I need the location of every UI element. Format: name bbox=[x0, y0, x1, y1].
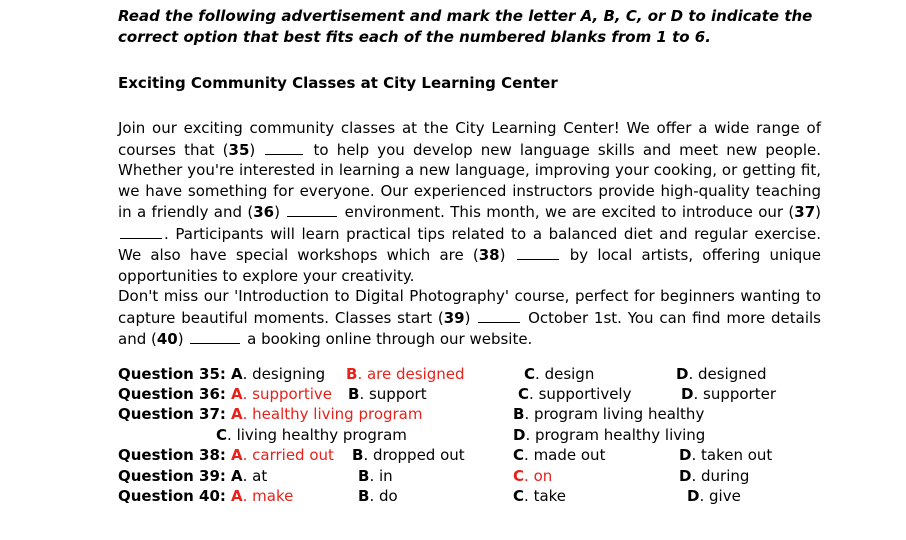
q38-option-b[interactable]: B. dropped out bbox=[352, 446, 465, 464]
q40-option-d[interactable]: D. give bbox=[687, 487, 741, 505]
q35-option-c[interactable]: C. design bbox=[524, 365, 595, 383]
blank-number-40: 40 bbox=[156, 330, 178, 348]
q36-option-d[interactable]: D. supporter bbox=[681, 385, 776, 403]
q39-option-b[interactable]: B. in bbox=[358, 467, 393, 485]
blank-35 bbox=[265, 139, 303, 155]
q39-option-d[interactable]: D. during bbox=[679, 467, 750, 485]
question-38-label: Question 38: bbox=[118, 446, 226, 464]
passage bbox=[118, 118, 821, 350]
blank-number-39: 39 bbox=[443, 308, 465, 327]
blank-number-38: 38 bbox=[478, 246, 500, 264]
q40-option-a-answer[interactable]: A. make bbox=[231, 487, 294, 505]
q38-option-d[interactable]: D. taken out bbox=[679, 446, 773, 464]
blank-39 bbox=[478, 307, 520, 323]
question-40-label: Question 40: bbox=[118, 487, 226, 505]
q36-option-a-answer[interactable]: A. supportive bbox=[231, 385, 333, 403]
q37-option-b[interactable]: B. program living healthy bbox=[513, 405, 705, 423]
blank-number-36: 36 bbox=[253, 203, 275, 221]
passage-paragraph-1: Join our exciting community classes at the City Learning Center! We offer a wide range of courses that (35) to help you develop new language skills and meet new people. Whether you're interested in learning a new language, improving your cooking, or getting fit, we have something for everyone. Our experienced instructors provide high-quality teaching in a friendly and (36) environment. This month, we are excited to introduce our (37) . Participants will learn practical tips related to a balanced diet and regular exercise. We also have special workshops which are (38) by local artists, offering unique opportunities to explore your creativity. bbox=[118, 119, 822, 285]
question-39-label: Question 39: bbox=[118, 467, 226, 485]
q40-option-c[interactable]: C. take bbox=[513, 487, 567, 505]
blank-36 bbox=[287, 201, 337, 217]
q35-option-a[interactable]: A. designing bbox=[231, 365, 326, 383]
blank-number-35: 35 bbox=[228, 140, 250, 159]
q39-option-a[interactable]: A. at bbox=[231, 467, 268, 485]
q37-option-d[interactable]: D. program healthy living bbox=[513, 426, 706, 444]
question-36-label: Question 36: bbox=[118, 385, 226, 403]
q35-option-b-answer[interactable]: B. are designed bbox=[346, 365, 465, 383]
passage-paragraph-2: Don't miss our 'Introduction to Digital Photography' course, perfect for beginners wanting to capture beautiful moments. Classes start (39) October 1st. You can find more details and (40) a booking online through our website. bbox=[118, 287, 821, 348]
advertisement-title: Exciting Community Classes at City Learning Center bbox=[118, 74, 558, 92]
q40-option-b[interactable]: B. do bbox=[358, 487, 398, 505]
q37-option-c[interactable]: C. living healthy program bbox=[216, 426, 407, 444]
q37-option-a-answer[interactable]: A. healthy living program bbox=[231, 405, 423, 423]
q38-option-a-answer[interactable]: A. carried out bbox=[231, 446, 334, 464]
blank-38 bbox=[517, 244, 559, 260]
q36-option-b[interactable]: B. support bbox=[348, 385, 427, 403]
q36-option-c[interactable]: C. supportively bbox=[518, 385, 632, 403]
blank-37 bbox=[120, 223, 162, 239]
q38-option-c[interactable]: C. made out bbox=[513, 446, 606, 464]
q35-option-d[interactable]: D. designed bbox=[676, 365, 767, 383]
blank-number-37: 37 bbox=[794, 203, 816, 221]
question-37-label: Question 37: bbox=[118, 405, 226, 423]
blank-40 bbox=[190, 328, 240, 344]
question-35-label: Question 35: bbox=[118, 365, 226, 383]
instruction: Read the following advertisement and mark the letter A, B, C, or D to indicate the correct option that best fits each of the numbered blanks from 1 to 6. bbox=[118, 7, 813, 46]
q39-option-c-answer[interactable]: C. on bbox=[513, 467, 553, 485]
